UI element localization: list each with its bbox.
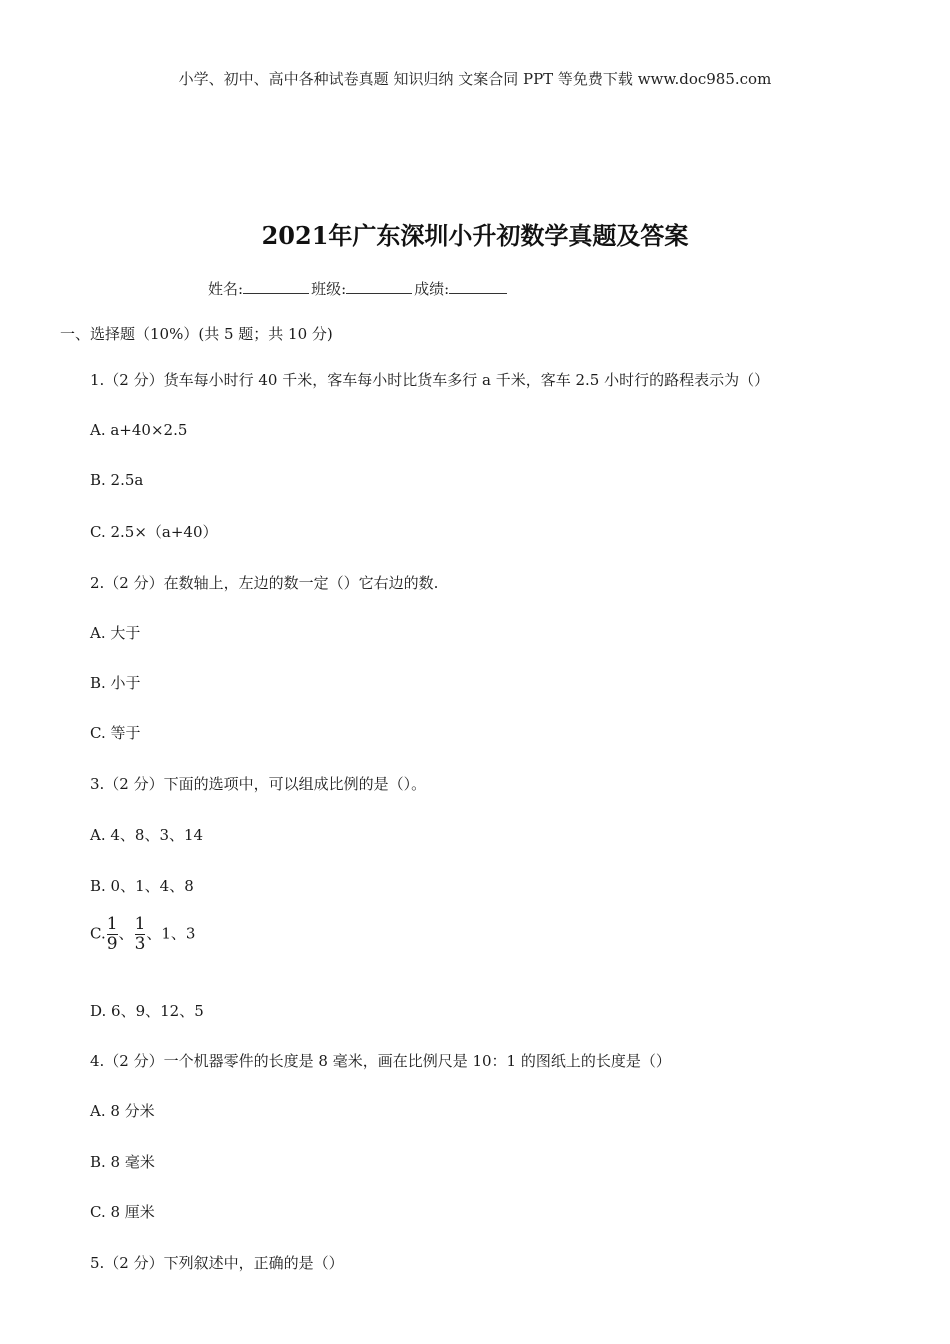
name-label: 姓名: [208,280,244,298]
score-label: 成绩: [414,280,450,298]
fraction-numerator: 1 [106,914,118,934]
question-stem: 2.（2 分）在数轴上，左边的数一定（）它右边的数. [90,574,439,592]
option-b: B. 小于 [90,674,141,692]
fraction-numerator: 1 [134,914,146,934]
name-field [243,279,309,294]
score-field [449,279,507,294]
option-a: A. 8 分米 [90,1102,155,1120]
question-stem: 5.（2 分）下列叙述中，正确的是（） [90,1254,344,1272]
option-c-suffix: 、1、3 [146,924,196,943]
option-c-prefix: C. [90,924,106,943]
option-a: A. a+40×2.5 [90,421,188,439]
option-c-fractions [90,916,195,953]
option-a: A. 4、8、3、14 [90,826,204,844]
option-a: A. 大于 [90,624,141,642]
fraction-denominator: 3 [134,934,146,954]
option-d: D. 6、9、12、5 [90,1002,204,1020]
fraction-denominator: 9 [106,934,118,954]
option-c: C. 8 厘米 [90,1203,155,1221]
class-field [346,279,412,294]
option-b: B. 2.5a [90,471,144,489]
question-stem: 4.（2 分）一个机器零件的长度是 8 毫米，画在比例尺是 10：1 的图纸上的长度是（） [90,1052,671,1070]
class-label: 班级: [311,280,347,298]
option-c: C. 等于 [90,724,141,742]
fraction-one-ninth [107,916,118,953]
student-info-row [208,278,509,299]
question-stem: 3.（2 分）下面的选项中，可以组成比例的是（）。 [90,775,427,793]
option-b: B. 0、1、4、8 [90,877,194,895]
question-stem: 1.（2 分）货车每小时行 40 千米，客车每小时比货车多行 a 千米，客车 2.5 小时行的路程表示为（） [90,371,770,389]
option-b: B. 8 毫米 [90,1153,155,1171]
option-c: C. 2.5×（a+40） [90,523,218,541]
separator: 、 [118,924,134,943]
fraction-one-third [135,916,146,953]
site-header-text: 小学、初中、高中各种试卷真题 知识归纳 文案合同 PPT 等免费下载 www.doc985.com [178,70,772,88]
section-heading: 一、选择题（10%）(共 5 题；共 10 分) [60,325,333,343]
page-title: 2021年广东深圳小升初数学真题及答案 [261,221,689,250]
